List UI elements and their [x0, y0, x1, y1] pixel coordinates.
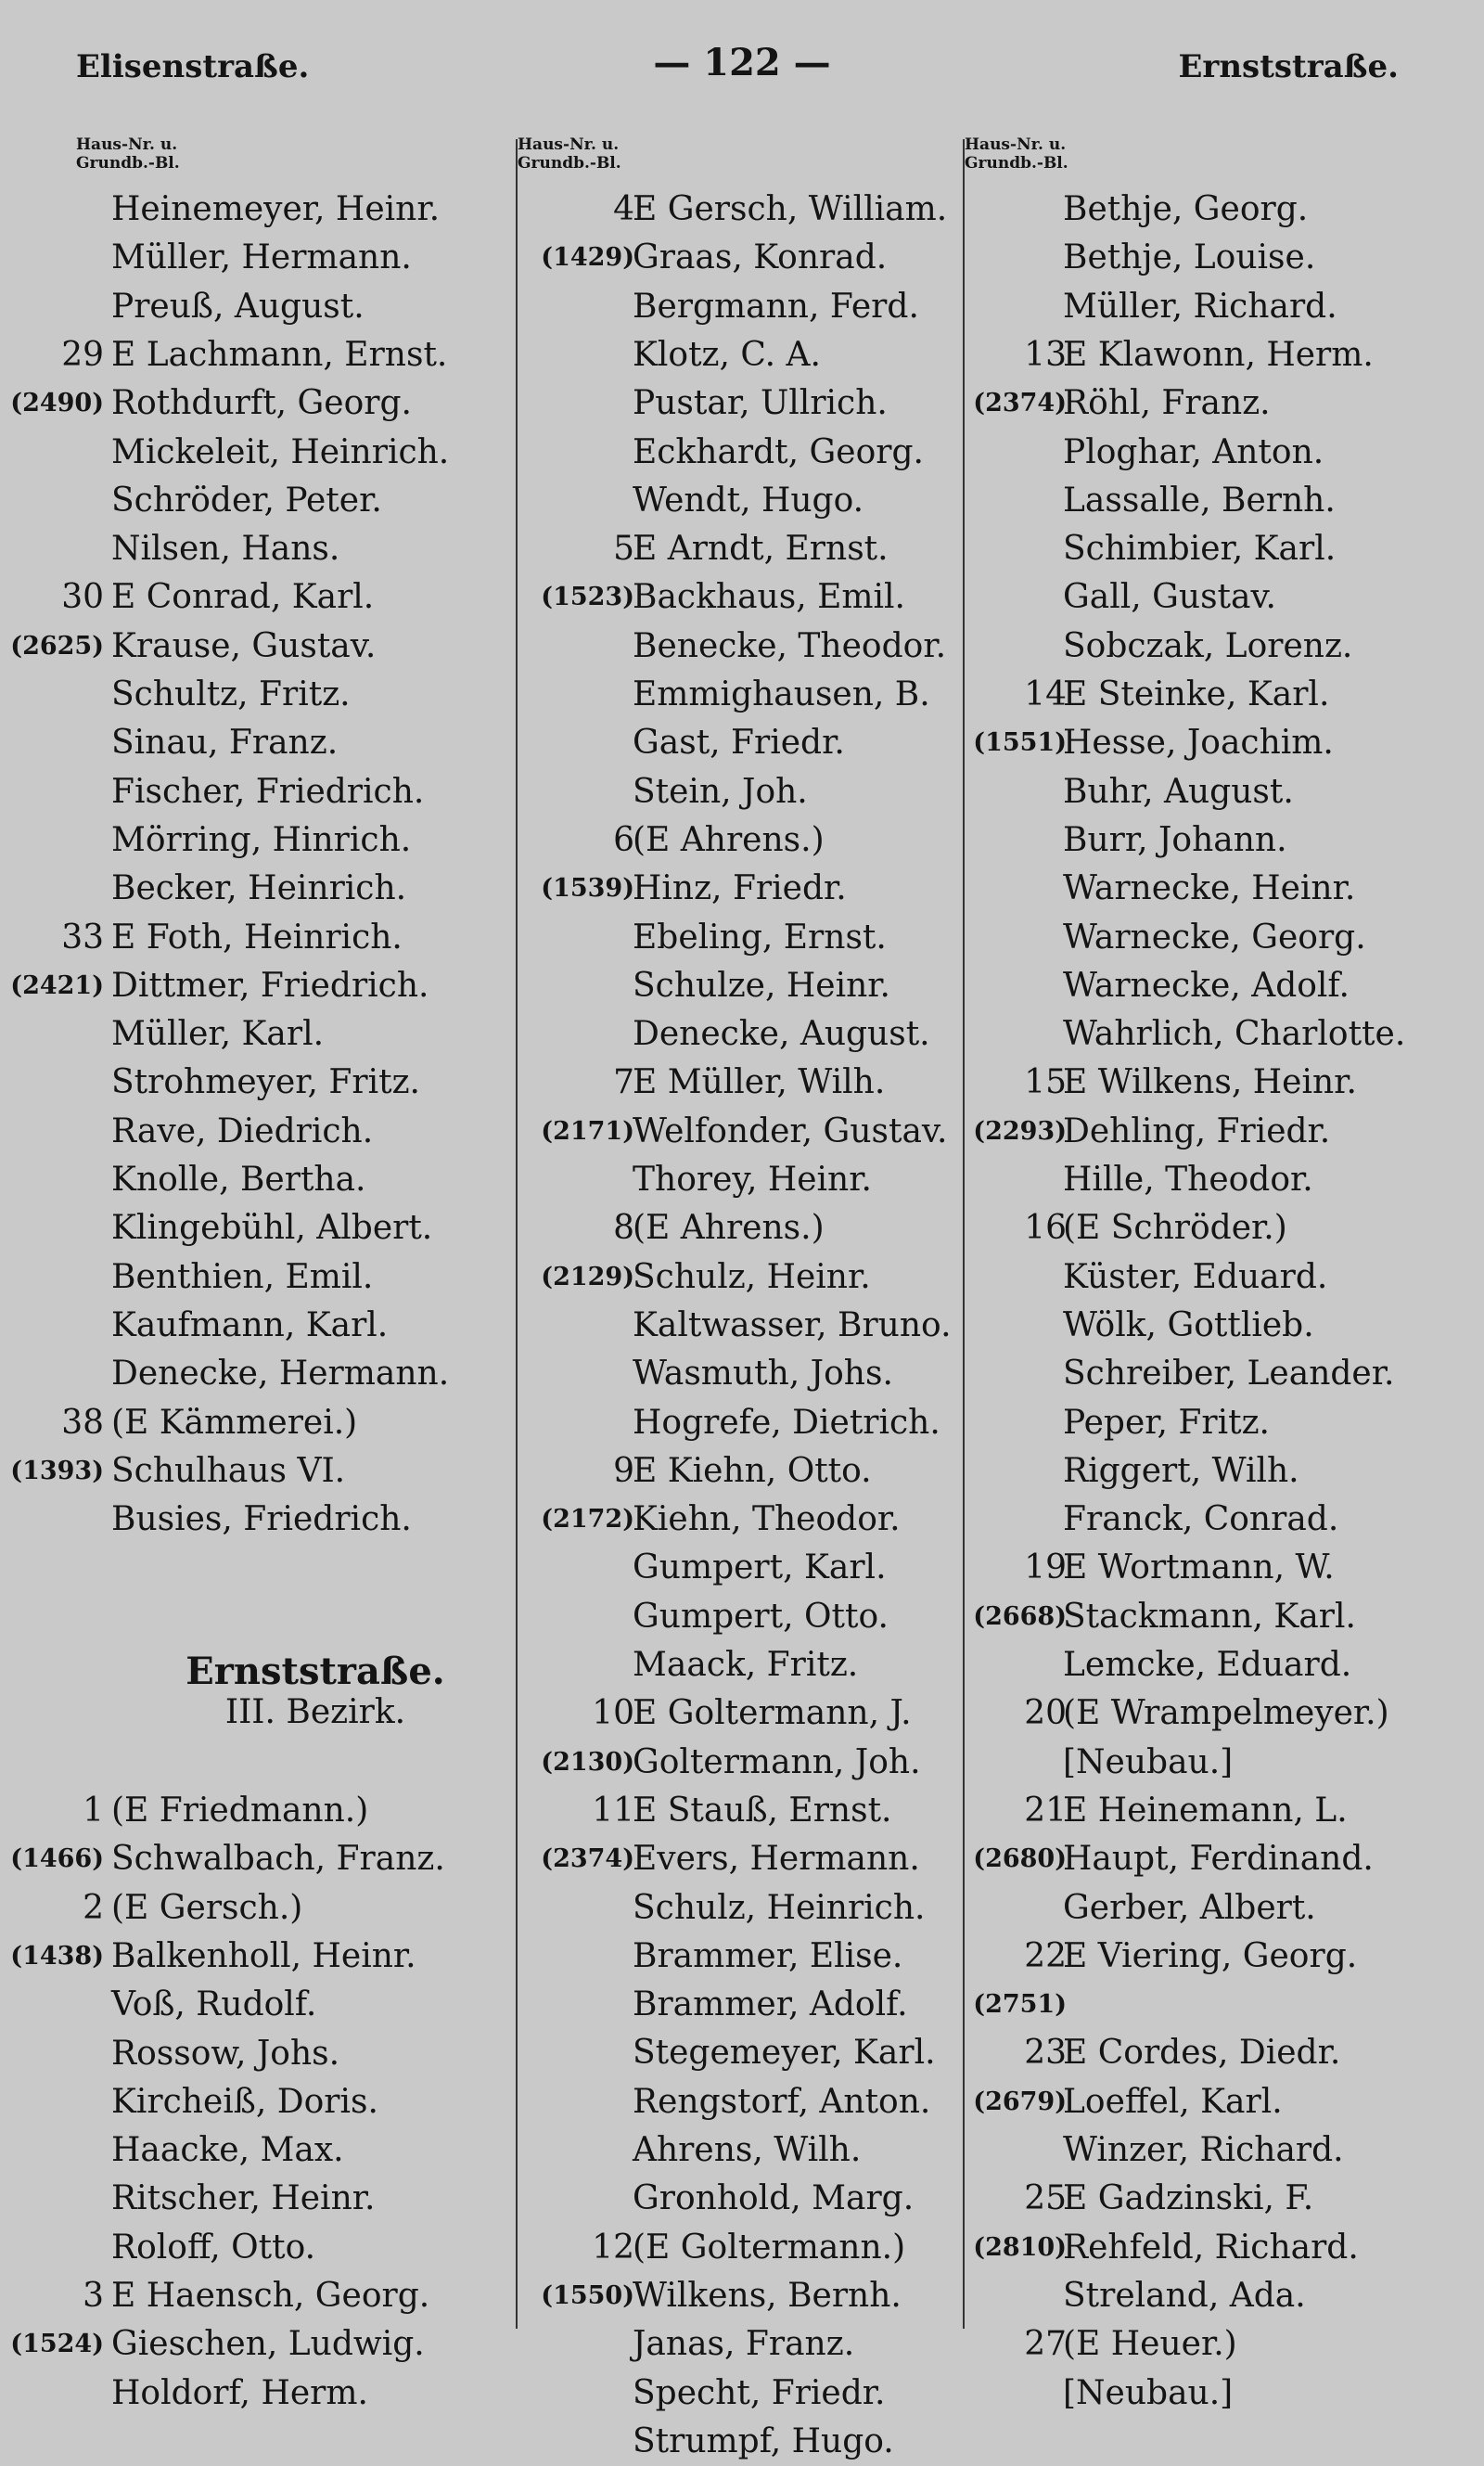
resident-name: Nilsen, Hans.: [111, 530, 340, 569]
house-number: 12: [592, 2228, 634, 2267]
resident-name: Rave, Diedrich.: [111, 1111, 374, 1150]
resident-name: Schulz, Heinr.: [633, 1257, 871, 1296]
resident-name: Stackmann, Karl.: [1063, 1597, 1356, 1636]
resident-name: Maack, Fritz.: [633, 1646, 859, 1684]
resident-name: Hesse, Joachim.: [1063, 724, 1334, 763]
resident-name: Kiehn, Theodor.: [633, 1500, 901, 1539]
resident-name: Warnecke, Heinr.: [1063, 869, 1356, 908]
resident-name: E Arndt, Ernst.: [633, 530, 889, 569]
resident-name: Lemcke, Eduard.: [1063, 1646, 1352, 1684]
land-register-number: (2680): [973, 1844, 1067, 1874]
land-register-number: (2625): [10, 631, 104, 661]
land-register-number: (1524): [10, 2330, 104, 2359]
column-heading-line: Haus-Nr. u.: [965, 135, 1067, 154]
resident-name: Burr, Johann.: [1063, 820, 1287, 859]
resident-name: Streland, Ada.: [1063, 2276, 1306, 2315]
resident-name: Strohmeyer, Fritz.: [111, 1063, 420, 1102]
resident-name: [Neubau.]: [1063, 1742, 1234, 1781]
resident-name: Busies, Friedrich.: [111, 1500, 412, 1539]
house-number: 20: [1024, 1694, 1067, 1733]
resident-name: E Gadzinski, F.: [1063, 2179, 1314, 2218]
resident-name: Wendt, Hugo.: [633, 481, 864, 520]
resident-name: Ritscher, Heinr.: [111, 2179, 376, 2218]
house-number: 27: [1024, 2325, 1067, 2364]
resident-name: Rehfeld, Richard.: [1063, 2228, 1359, 2267]
land-register-number: (1466): [10, 1844, 104, 1874]
house-number: 30: [61, 578, 104, 617]
land-register-number: (2129): [541, 1262, 634, 1291]
resident-name: Warnecke, Georg.: [1063, 918, 1366, 957]
resident-name: Kircheiß, Doris.: [111, 2082, 378, 2121]
resident-name: Denecke, August.: [633, 1015, 930, 1054]
resident-name: Gerber, Albert.: [1063, 1888, 1316, 1927]
resident-name: Fischer, Friedrich.: [111, 772, 425, 811]
resident-name: Müller, Karl.: [111, 1015, 325, 1054]
land-register-number: (2679): [973, 2087, 1067, 2116]
resident-name: E Gersch, William.: [633, 190, 948, 228]
resident-name: E Heinemann, L.: [1063, 1791, 1348, 1830]
house-number: 4: [613, 190, 634, 228]
house-number: 8: [613, 1209, 634, 1248]
resident-name: Denecke, Hermann.: [111, 1355, 450, 1394]
land-register-number: (2490): [10, 389, 104, 418]
resident-name: Balkenholl, Heinr.: [111, 1936, 416, 1975]
resident-name: Emmighausen, B.: [633, 675, 930, 713]
resident-name: Ahrens, Wilh.: [633, 2131, 862, 2169]
land-register-number: (2172): [541, 1505, 634, 1535]
resident-name: Franck, Conrad.: [1063, 1500, 1339, 1539]
column-heading-line: Grundb.-Bl.: [76, 154, 180, 173]
resident-name: Bethje, Louise.: [1063, 238, 1316, 277]
resident-name: Wasmuth, Johs.: [633, 1355, 893, 1394]
resident-name: E Foth, Heinrich.: [111, 918, 403, 957]
land-register-number: (2293): [973, 1116, 1067, 1146]
resident-name: Schultz, Fritz.: [111, 675, 351, 713]
resident-name: E Stauß, Ernst.: [633, 1791, 892, 1830]
house-number: 5: [613, 530, 634, 569]
page-number: — 122 —: [653, 41, 831, 84]
resident-name: Loeffel, Karl.: [1063, 2082, 1283, 2121]
resident-name: Warnecke, Adolf.: [1063, 966, 1350, 1005]
resident-name: Winzer, Richard.: [1063, 2131, 1344, 2169]
resident-name: Kaltwasser, Bruno.: [633, 1305, 952, 1344]
resident-name: (E Wrampelmeyer.): [1063, 1694, 1389, 1733]
house-number: 25: [1024, 2179, 1067, 2218]
resident-name: Rengstorf, Anton.: [633, 2082, 931, 2121]
resident-name: Backhaus, Emil.: [633, 578, 905, 617]
resident-name: Heinemeyer, Heinr.: [111, 190, 441, 228]
resident-name: Hille, Theodor.: [1063, 1161, 1313, 1199]
resident-name: Hogrefe, Dietrich.: [633, 1403, 940, 1442]
resident-name: Sinau, Franz.: [111, 724, 339, 763]
column-heading: [518, 135, 621, 173]
resident-name: Sobczak, Lorenz.: [1063, 626, 1353, 665]
land-register-number: (1539): [541, 874, 634, 904]
resident-name: Eckhardt, Georg.: [633, 432, 924, 471]
house-number: 15: [1024, 1063, 1067, 1102]
house-number: 23: [1024, 2034, 1067, 2073]
resident-name: (E Ahrens.): [633, 820, 825, 859]
resident-name: Gast, Friedr.: [633, 724, 845, 763]
resident-name: Kaufmann, Karl.: [111, 1305, 389, 1344]
section-title: Ernststraße.: [186, 1650, 445, 1693]
column-heading: [965, 135, 1068, 173]
house-number: 13: [1024, 335, 1067, 374]
resident-name: Haacke, Max.: [111, 2131, 344, 2170]
house-number: 2: [83, 1888, 104, 1927]
resident-name: E Kiehn, Otto.: [633, 1451, 872, 1490]
resident-name: E Wortmann, W.: [1063, 1548, 1335, 1587]
house-number: 21: [1024, 1791, 1067, 1830]
resident-name: Hinz, Friedr.: [633, 869, 847, 908]
resident-name: E Cordes, Diedr.: [1063, 2034, 1341, 2073]
resident-name: Brammer, Elise.: [633, 1936, 903, 1975]
resident-name: (E Kämmerei.): [111, 1403, 358, 1442]
resident-name: Benecke, Theodor.: [633, 626, 947, 665]
section-heading: [121, 1650, 510, 1731]
resident-name: Schwalbach, Franz.: [111, 1840, 445, 1879]
resident-name: Mickeleit, Heinrich.: [111, 432, 450, 471]
resident-name: Strumpf, Hugo.: [633, 2421, 894, 2460]
resident-name: Krause, Gustav.: [111, 626, 377, 665]
house-number: 3: [83, 2277, 104, 2315]
resident-name: E Klawonn, Herm.: [1063, 335, 1374, 374]
resident-name: Wahrlich, Charlotte.: [1063, 1015, 1406, 1054]
column-heading-line: Haus-Nr. u.: [518, 135, 620, 154]
resident-name: (E Schröder.): [1063, 1209, 1287, 1248]
resident-name: Brammer, Adolf.: [633, 1985, 908, 2024]
resident-name: Schimbier, Karl.: [1063, 530, 1337, 569]
header-street-left: Elisenstraße.: [76, 48, 310, 85]
column-heading-line: Haus-Nr. u.: [76, 135, 178, 154]
resident-name: Rothdurft, Georg.: [111, 384, 412, 423]
resident-name: (E Gersch.): [111, 1888, 303, 1927]
resident-name: E Goltermann, J.: [633, 1694, 912, 1733]
resident-name: Preuß, August.: [111, 287, 365, 326]
resident-name: Ploghar, Anton.: [1063, 432, 1324, 471]
house-number: 14: [1024, 675, 1067, 713]
land-register-number: (2810): [973, 2232, 1067, 2262]
house-number: 6: [613, 820, 634, 859]
resident-name: Rossow, Johs.: [111, 2034, 340, 2073]
land-register-number: (1429): [541, 243, 634, 273]
resident-name: Holdorf, Herm.: [111, 2373, 368, 2412]
house-number: 33: [61, 918, 104, 957]
resident-name: Gumpert, Karl.: [633, 1548, 887, 1587]
land-register-number: (2668): [973, 1601, 1067, 1631]
section-district: III. Bezirk.: [224, 1693, 406, 1731]
resident-name: Gall, Gustav.: [1063, 578, 1276, 617]
resident-name: Specht, Friedr.: [633, 2373, 886, 2412]
resident-name: Klotz, C. A.: [633, 335, 821, 374]
land-register-number: (2171): [541, 1116, 634, 1146]
land-register-number: (1551): [973, 728, 1067, 758]
house-number: 16: [1024, 1209, 1067, 1248]
resident-name: Bergmann, Ferd.: [633, 287, 919, 326]
resident-name: Schulze, Heinr.: [633, 966, 890, 1005]
resident-name: (E Goltermann.): [633, 2228, 906, 2267]
house-number: 10: [592, 1694, 634, 1733]
resident-name: Müller, Richard.: [1063, 287, 1337, 326]
land-register-number: (1550): [541, 2280, 634, 2310]
resident-name: Graas, Konrad.: [633, 238, 888, 277]
land-register-number: (2374): [973, 389, 1067, 418]
resident-name: Janas, Franz.: [633, 2325, 855, 2364]
house-number: 7: [613, 1063, 634, 1102]
resident-name: Welfonder, Gustav.: [633, 1111, 948, 1150]
resident-name: Benthien, Emil.: [111, 1257, 374, 1296]
resident-name: Schreiber, Leander.: [1063, 1355, 1395, 1394]
land-register-number: (2374): [541, 1844, 634, 1874]
land-register-number: (1438): [10, 1941, 104, 1971]
house-number: 29: [61, 335, 104, 374]
resident-name: E Haensch, Georg.: [111, 2277, 430, 2315]
house-number: 22: [1024, 1936, 1067, 1975]
resident-name: Schulz, Heinrich.: [633, 1888, 926, 1927]
resident-name: Gronhold, Marg.: [633, 2179, 915, 2218]
resident-name: E Conrad, Karl.: [111, 578, 375, 617]
house-number: 9: [613, 1451, 634, 1490]
resident-name: Evers, Hermann.: [633, 1840, 920, 1879]
resident-name: Lassalle, Bernh.: [1063, 481, 1336, 520]
column-heading-line: Grundb.-Bl.: [518, 154, 621, 173]
house-number: 38: [61, 1403, 104, 1442]
column-heading-line: Grundb.-Bl.: [965, 154, 1068, 173]
resident-name: Müller, Hermann.: [111, 238, 412, 277]
resident-name: (E Heuer.): [1063, 2325, 1237, 2364]
house-number: 11: [592, 1791, 634, 1830]
resident-name: (E Friedmann.): [111, 1792, 369, 1830]
land-register-number: (1523): [541, 583, 634, 612]
resident-name: Röhl, Franz.: [1063, 384, 1271, 423]
resident-name: Wölk, Gottlieb.: [1063, 1305, 1314, 1344]
resident-name: Voß, Rudolf.: [111, 1985, 317, 2024]
resident-name: [Neubau.]: [1063, 2373, 1234, 2412]
resident-name: E Viering, Georg.: [1063, 1936, 1358, 1975]
resident-name: Schröder, Peter.: [111, 481, 382, 520]
resident-name: Pustar, Ullrich.: [633, 384, 888, 423]
resident-name: Ebeling, Ernst.: [633, 918, 887, 957]
house-number: 19: [1024, 1548, 1067, 1587]
resident-name: Stegemeyer, Karl.: [633, 2034, 936, 2073]
resident-name: Stein, Joh.: [633, 772, 808, 811]
resident-name: Knolle, Bertha.: [111, 1161, 366, 1199]
land-register-number: (2130): [541, 1747, 634, 1777]
resident-name: Schulhaus VI.: [111, 1451, 346, 1490]
resident-name: Mörring, Hinrich.: [111, 820, 412, 859]
resident-name: Haupt, Ferdinand.: [1063, 1840, 1374, 1879]
column-heading: [76, 135, 180, 173]
resident-name: Riggert, Wilh.: [1063, 1451, 1299, 1490]
house-number: 1: [83, 1792, 104, 1830]
resident-name: E Müller, Wilh.: [633, 1063, 886, 1102]
resident-name: Küster, Eduard.: [1063, 1257, 1328, 1296]
resident-name: Dittmer, Friedrich.: [111, 966, 429, 1005]
resident-name: Gieschen, Ludwig.: [111, 2325, 425, 2364]
resident-name: E Wilkens, Heinr.: [1063, 1063, 1357, 1102]
resident-name: Peper, Fritz.: [1063, 1403, 1270, 1442]
resident-name: Becker, Heinrich.: [111, 869, 407, 908]
header-street-right: Ernststraße.: [1178, 48, 1399, 85]
resident-name: Klingebühl, Albert.: [111, 1209, 433, 1248]
land-register-number: (2421): [10, 970, 104, 1000]
resident-name: Thorey, Heinr.: [633, 1161, 872, 1199]
resident-name: E Steinke, Karl.: [1063, 675, 1330, 713]
resident-name: Roloff, Otto.: [111, 2228, 316, 2267]
resident-name: Buhr, August.: [1063, 772, 1294, 811]
resident-name: Wilkens, Bernh.: [633, 2276, 902, 2315]
resident-name: E Lachmann, Ernst.: [111, 335, 448, 374]
resident-name: (E Ahrens.): [633, 1209, 825, 1248]
resident-name: Dehling, Friedr.: [1063, 1111, 1331, 1150]
resident-name: Gumpert, Otto.: [633, 1597, 889, 1636]
resident-name: Bethje, Georg.: [1063, 190, 1309, 228]
land-register-number: (1393): [10, 1456, 104, 1485]
resident-name: Goltermann, Joh.: [633, 1742, 921, 1781]
land-register-number: (2751): [973, 1990, 1067, 2020]
